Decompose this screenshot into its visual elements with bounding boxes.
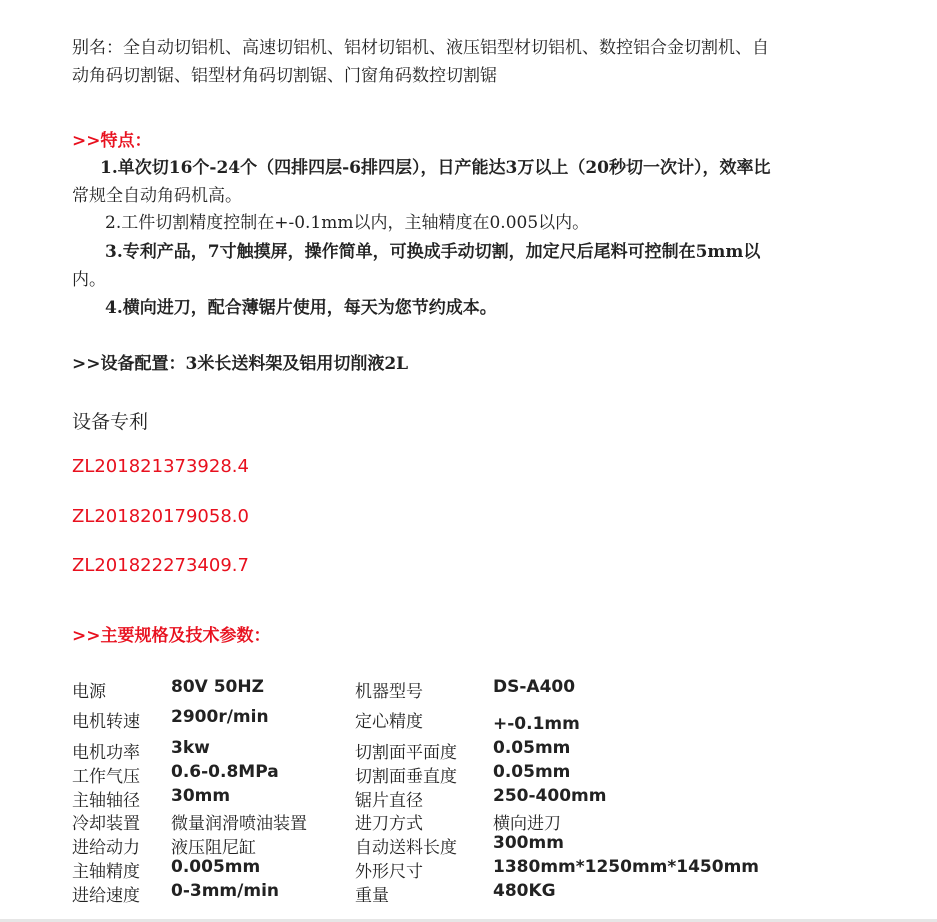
alias-line-2: 动角码切割锯、铝型材角码切割锯、门窗角码数控切割锯 bbox=[72, 66, 497, 86]
patent-item: ZL201821373928.4 bbox=[72, 456, 249, 477]
spec-label: 进给动力 bbox=[72, 838, 140, 858]
spec-label: 重量 bbox=[355, 886, 389, 906]
spec-value: 1380mm*1250mm*1450mm bbox=[493, 857, 760, 877]
spec-label: 主轴轴径 bbox=[72, 791, 140, 811]
feature-1-line-1: 1.单次切16个-24个（四排四层-6排四层），日产能达3万以上（20秒切一次计），效率比 bbox=[100, 158, 771, 178]
spec-value: 2900r/min bbox=[171, 707, 269, 727]
spec-label: 外形尺寸 bbox=[355, 862, 423, 882]
spec-label: 锯片直径 bbox=[355, 791, 423, 811]
patent-item: ZL201820179058.0 bbox=[72, 506, 249, 527]
spec-value: 微量润滑喷油装置 bbox=[171, 814, 307, 834]
spec-label: 定心精度 bbox=[355, 712, 423, 732]
spec-value: 480KG bbox=[493, 881, 556, 901]
features-heading: >>特点： bbox=[72, 131, 152, 151]
spec-value: 液压阻尼缸 bbox=[171, 838, 256, 858]
spec-label: 主轴精度 bbox=[72, 862, 140, 882]
alias-line-1: 别名：全自动切铝机、高速切铝机、铝材切铝机、液压铝型材切铝机、数控铝合金切割机、自 bbox=[72, 38, 769, 58]
spec-label: 冷却装置 bbox=[72, 814, 140, 834]
spec-value: 3kw bbox=[171, 738, 210, 758]
feature-4: 4.横向进刀，配合薄锯片使用，每天为您节约成本。 bbox=[105, 298, 497, 318]
spec-value: 30mm bbox=[171, 786, 231, 806]
feature-1-line-2: 常规全自动角码机高。 bbox=[72, 186, 242, 206]
spec-label: 电机转速 bbox=[72, 712, 140, 732]
feature-2: 2.工件切割精度控制在+-0.1mm以内，主轴精度在0.005以内。 bbox=[105, 213, 590, 233]
spec-value: 250-400mm bbox=[493, 786, 607, 806]
spec-label: 进给速度 bbox=[72, 886, 140, 906]
spec-label: 进刀方式 bbox=[355, 814, 423, 834]
specs-heading: >>主要规格及技术参数： bbox=[72, 626, 271, 646]
spec-value: 300mm bbox=[493, 833, 564, 853]
spec-value: 0.6-0.8MPa bbox=[171, 762, 279, 782]
patent-item: ZL201822273409.7 bbox=[72, 555, 249, 576]
feature-3-line-1: 3.专利产品，7寸触摸屏，操作简单，可换成手动切割，加定尺后尾料可控制在5mm以 bbox=[105, 242, 761, 262]
config-value: 3米长送料架及铝用切削液2L bbox=[185, 354, 409, 374]
spec-value: 横向进刀 bbox=[493, 814, 561, 834]
spec-label: 切割面平面度 bbox=[355, 743, 457, 763]
spec-value: DS-A400 bbox=[493, 677, 576, 697]
patents-heading: 设备专利 bbox=[72, 411, 149, 433]
spec-value: 0.005mm bbox=[171, 857, 261, 877]
equipment-config bbox=[72, 349, 408, 374]
spec-label: 工作气压 bbox=[72, 767, 140, 787]
spec-label: 电源 bbox=[72, 682, 106, 702]
spec-value: 0.05mm bbox=[493, 762, 571, 782]
spec-label: 电机功率 bbox=[72, 743, 140, 763]
spec-value: 0.05mm bbox=[493, 738, 571, 758]
spec-value: 80V 50HZ bbox=[171, 677, 264, 697]
spec-label: 自动送料长度 bbox=[355, 838, 457, 858]
config-prefix: >>设备配置： bbox=[72, 354, 186, 374]
spec-label: 切割面垂直度 bbox=[355, 767, 457, 787]
spec-value: +-0.1mm bbox=[493, 714, 580, 734]
spec-label: 机器型号 bbox=[355, 682, 423, 702]
feature-3-line-2: 内。 bbox=[72, 270, 106, 290]
spec-value: 0-3mm/min bbox=[171, 881, 279, 901]
